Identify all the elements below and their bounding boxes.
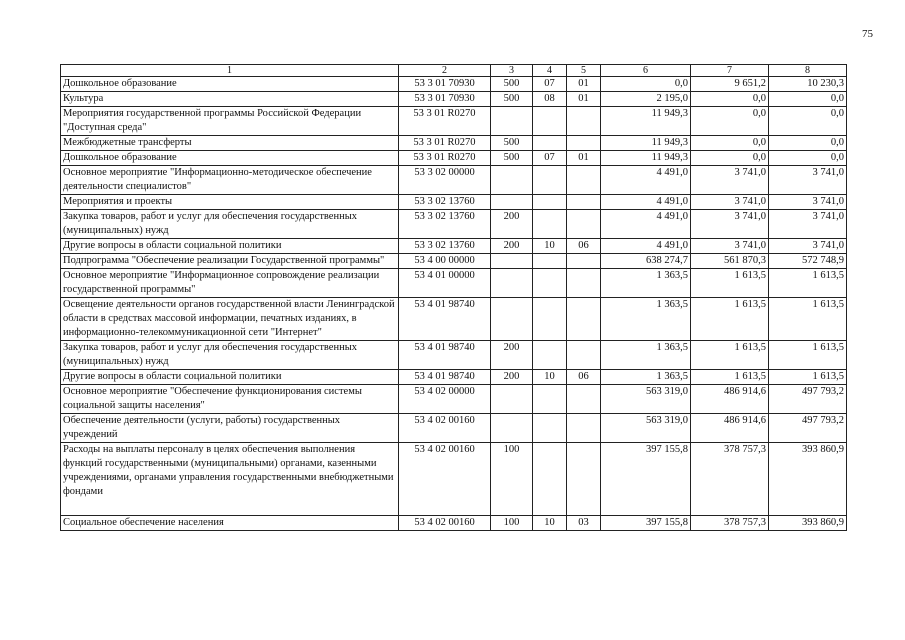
amount-year-3: 3 741,0 — [769, 210, 847, 239]
expense-type: 200 — [491, 210, 533, 239]
amount-year-2: 1 613,5 — [691, 269, 769, 298]
amount-year-1: 638 274,7 — [601, 254, 691, 269]
amount-year-2: 378 757,3 — [691, 443, 769, 516]
section — [533, 443, 567, 516]
expense-type: 500 — [491, 136, 533, 151]
target-code: 53 3 01 R0270 — [399, 107, 491, 136]
amount-year-1: 563 319,0 — [601, 414, 691, 443]
row-name: Закупка товаров, работ и услуг для обеспечения государственных (муниципальных) нужд — [61, 210, 399, 239]
target-code: 53 4 01 00000 — [399, 269, 491, 298]
amount-year-3: 0,0 — [769, 92, 847, 107]
amount-year-3: 497 793,2 — [769, 385, 847, 414]
amount-year-3: 3 741,0 — [769, 166, 847, 195]
section: 08 — [533, 92, 567, 107]
section — [533, 210, 567, 239]
table-row — [61, 77, 847, 92]
section — [533, 385, 567, 414]
page-number: 75 — [862, 28, 873, 40]
amount-year-1: 397 155,8 — [601, 443, 691, 516]
amount-year-3: 1 613,5 — [769, 298, 847, 341]
section — [533, 341, 567, 370]
amount-year-2: 3 741,0 — [691, 210, 769, 239]
table-row — [61, 210, 847, 239]
budget-table — [60, 64, 847, 531]
amount-year-2: 561 870,3 — [691, 254, 769, 269]
table-row — [61, 370, 847, 385]
col-header-2: 2 — [399, 65, 491, 77]
amount-year-2: 0,0 — [691, 92, 769, 107]
amount-year-2: 0,0 — [691, 136, 769, 151]
expense-type: 500 — [491, 151, 533, 166]
target-code: 53 4 01 98740 — [399, 298, 491, 341]
amount-year-1: 1 363,5 — [601, 298, 691, 341]
amount-year-3: 393 860,9 — [769, 516, 847, 531]
row-name: Обеспечение деятельности (услуги, работы) государственных учреждений — [61, 414, 399, 443]
subsection: 06 — [567, 370, 601, 385]
section: 07 — [533, 77, 567, 92]
table-row — [61, 166, 847, 195]
target-code: 53 4 02 00160 — [399, 443, 491, 516]
col-header-1: 1 — [61, 65, 399, 77]
subsection — [567, 166, 601, 195]
expense-type: 200 — [491, 239, 533, 254]
table-row — [61, 385, 847, 414]
amount-year-3: 0,0 — [769, 107, 847, 136]
table-row — [61, 254, 847, 269]
amount-year-1: 4 491,0 — [601, 195, 691, 210]
expense-type: 500 — [491, 77, 533, 92]
target-code: 53 4 01 98740 — [399, 370, 491, 385]
target-code: 53 3 01 R0270 — [399, 136, 491, 151]
amount-year-1: 2 195,0 — [601, 92, 691, 107]
subsection: 03 — [567, 516, 601, 531]
expense-type — [491, 195, 533, 210]
row-name: Расходы на выплаты персоналу в целях обеспечения выполнения функций государственными (муниципальными) органами, казенными учреждениями, органами управления государственными внебюджетными фондами — [61, 443, 399, 516]
amount-year-1: 563 319,0 — [601, 385, 691, 414]
target-code: 53 3 02 00000 — [399, 166, 491, 195]
target-code: 53 3 02 13760 — [399, 239, 491, 254]
target-code: 53 4 02 00160 — [399, 516, 491, 531]
amount-year-3: 572 748,9 — [769, 254, 847, 269]
table-row — [61, 341, 847, 370]
table-row — [61, 195, 847, 210]
target-code: 53 4 00 00000 — [399, 254, 491, 269]
table-row — [61, 298, 847, 341]
table-row — [61, 516, 847, 531]
expense-type — [491, 254, 533, 269]
section: 07 — [533, 151, 567, 166]
amount-year-3: 0,0 — [769, 136, 847, 151]
expense-type — [491, 298, 533, 341]
expense-type — [491, 107, 533, 136]
amount-year-2: 1 613,5 — [691, 298, 769, 341]
amount-year-3: 0,0 — [769, 151, 847, 166]
expense-type — [491, 385, 533, 414]
section — [533, 298, 567, 341]
amount-year-2: 3 741,0 — [691, 239, 769, 254]
col-header-4: 4 — [533, 65, 567, 77]
subsection — [567, 195, 601, 210]
amount-year-3: 3 741,0 — [769, 195, 847, 210]
amount-year-3: 3 741,0 — [769, 239, 847, 254]
subsection — [567, 107, 601, 136]
amount-year-1: 1 363,5 — [601, 269, 691, 298]
target-code: 53 3 01 R0270 — [399, 151, 491, 166]
section — [533, 254, 567, 269]
col-header-7: 7 — [691, 65, 769, 77]
target-code: 53 4 01 98740 — [399, 341, 491, 370]
subsection — [567, 269, 601, 298]
amount-year-2: 378 757,3 — [691, 516, 769, 531]
subsection — [567, 443, 601, 516]
amount-year-1: 397 155,8 — [601, 516, 691, 531]
row-name: Культура — [61, 92, 399, 107]
row-name: Закупка товаров, работ и услуг для обеспечения государственных (муниципальных) нужд — [61, 341, 399, 370]
section — [533, 414, 567, 443]
expense-type: 200 — [491, 370, 533, 385]
amount-year-2: 0,0 — [691, 107, 769, 136]
table-row — [61, 443, 847, 516]
target-code: 53 3 02 13760 — [399, 195, 491, 210]
amount-year-3: 1 613,5 — [769, 341, 847, 370]
subsection: 06 — [567, 239, 601, 254]
row-name: Мероприятия и проекты — [61, 195, 399, 210]
section — [533, 195, 567, 210]
row-name: Другие вопросы в области социальной политики — [61, 370, 399, 385]
section: 10 — [533, 370, 567, 385]
expense-type — [491, 414, 533, 443]
row-name: Подпрограмма "Обеспечение реализации Государственной программы" — [61, 254, 399, 269]
expense-type — [491, 269, 533, 298]
col-header-6: 6 — [601, 65, 691, 77]
target-code: 53 3 01 70930 — [399, 77, 491, 92]
amount-year-2: 0,0 — [691, 151, 769, 166]
row-name: Дошкольное образование — [61, 151, 399, 166]
target-code: 53 3 01 70930 — [399, 92, 491, 107]
section: 10 — [533, 516, 567, 531]
section — [533, 136, 567, 151]
row-name: Основное мероприятие "Информационно-методическое обеспечение деятельности специалистов" — [61, 166, 399, 195]
subsection — [567, 254, 601, 269]
section — [533, 107, 567, 136]
amount-year-2: 1 613,5 — [691, 370, 769, 385]
amount-year-2: 3 741,0 — [691, 166, 769, 195]
amount-year-1: 0,0 — [601, 77, 691, 92]
target-code: 53 4 02 00000 — [399, 385, 491, 414]
table-row — [61, 92, 847, 107]
row-name: Освещение деятельности органов государственной власти Ленинградской области в средствах массовой информации, печатных изданиях, в информационно-телекоммуникационной сети "Интернет" — [61, 298, 399, 341]
expense-type: 500 — [491, 92, 533, 107]
amount-year-1: 4 491,0 — [601, 239, 691, 254]
amount-year-2: 486 914,6 — [691, 414, 769, 443]
subsection — [567, 298, 601, 341]
table-row — [61, 107, 847, 136]
col-header-3: 3 — [491, 65, 533, 77]
expense-type: 100 — [491, 443, 533, 516]
expense-type: 100 — [491, 516, 533, 531]
section — [533, 166, 567, 195]
row-name: Дошкольное образование — [61, 77, 399, 92]
subsection — [567, 341, 601, 370]
row-name: Межбюджетные трансферты — [61, 136, 399, 151]
target-code: 53 4 02 00160 — [399, 414, 491, 443]
amount-year-2: 9 651,2 — [691, 77, 769, 92]
col-header-8: 8 — [769, 65, 847, 77]
row-name: Основное мероприятие "Обеспечение функционирования системы социальной защиты населения" — [61, 385, 399, 414]
amount-year-3: 1 613,5 — [769, 269, 847, 298]
amount-year-3: 497 793,2 — [769, 414, 847, 443]
amount-year-1: 1 363,5 — [601, 341, 691, 370]
table-row — [61, 239, 847, 254]
table-row — [61, 151, 847, 166]
amount-year-1: 4 491,0 — [601, 210, 691, 239]
section: 10 — [533, 239, 567, 254]
amount-year-2: 3 741,0 — [691, 195, 769, 210]
amount-year-2: 1 613,5 — [691, 341, 769, 370]
row-name: Мероприятия государственной программы Российской Федерации "Доступная среда" — [61, 107, 399, 136]
amount-year-1: 11 949,3 — [601, 136, 691, 151]
subsection — [567, 414, 601, 443]
subsection — [567, 136, 601, 151]
table-row — [61, 269, 847, 298]
subsection: 01 — [567, 151, 601, 166]
amount-year-1: 1 363,5 — [601, 370, 691, 385]
amount-year-3: 393 860,9 — [769, 443, 847, 516]
col-header-5: 5 — [567, 65, 601, 77]
amount-year-1: 11 949,3 — [601, 107, 691, 136]
subsection: 01 — [567, 77, 601, 92]
amount-year-2: 486 914,6 — [691, 385, 769, 414]
amount-year-3: 10 230,3 — [769, 77, 847, 92]
target-code: 53 3 02 13760 — [399, 210, 491, 239]
section — [533, 269, 567, 298]
table-header-row — [61, 65, 847, 77]
expense-type — [491, 166, 533, 195]
table-row — [61, 136, 847, 151]
subsection — [567, 385, 601, 414]
subsection — [567, 210, 601, 239]
subsection: 01 — [567, 92, 601, 107]
row-name: Другие вопросы в области социальной политики — [61, 239, 399, 254]
amount-year-1: 11 949,3 — [601, 151, 691, 166]
amount-year-3: 1 613,5 — [769, 370, 847, 385]
table-row — [61, 414, 847, 443]
amount-year-1: 4 491,0 — [601, 166, 691, 195]
row-name: Социальное обеспечение населения — [61, 516, 399, 531]
expense-type: 200 — [491, 341, 533, 370]
row-name: Основное мероприятие "Информационное сопровождение реализации государственной программы" — [61, 269, 399, 298]
